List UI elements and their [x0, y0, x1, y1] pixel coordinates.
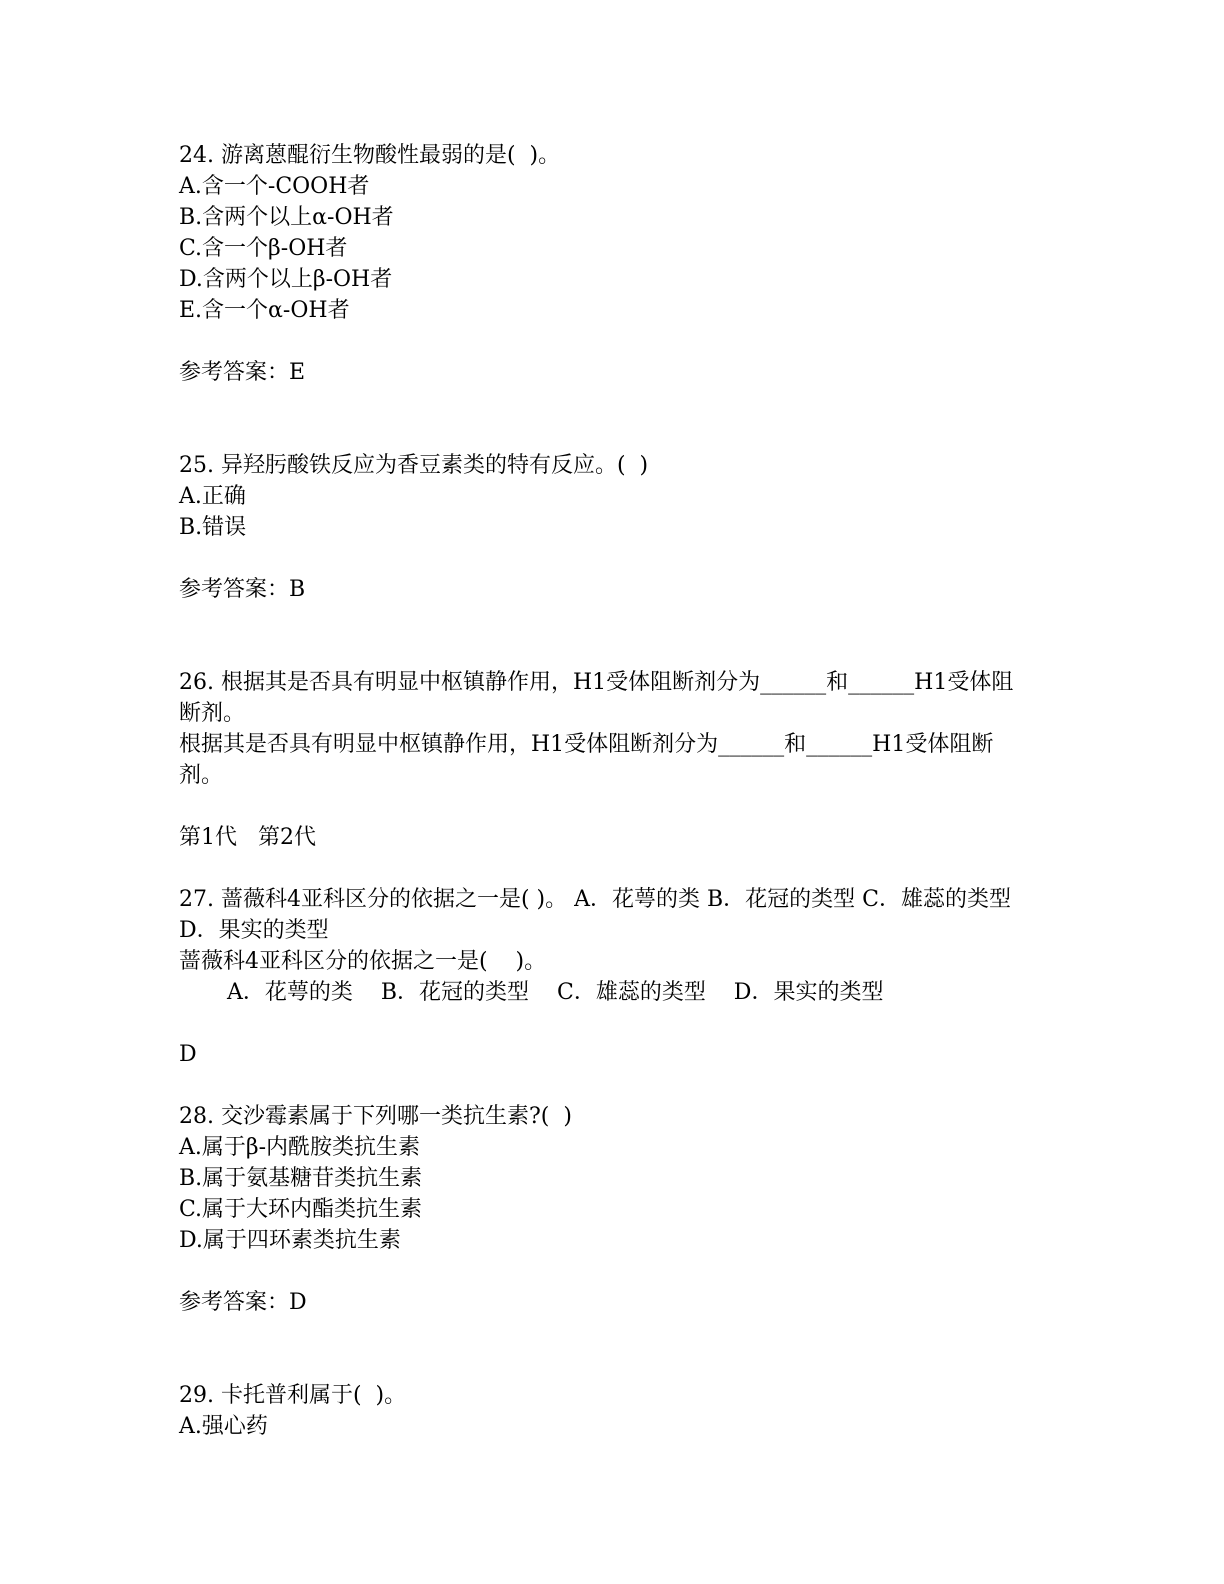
reference-answer: 参考答案：B — [179, 577, 306, 602]
option-d: D.含两个以上β-OH者 — [179, 267, 393, 292]
option-b: B.含两个以上α-OH者 — [179, 205, 394, 230]
reference-answer: 参考答案：D — [179, 1290, 307, 1315]
option-a: A.正确 — [179, 484, 246, 509]
option-b: B.属于氨基糖苷类抗生素 — [179, 1166, 423, 1191]
question-repeat-options: A．花萼的类 B．花冠的类型 C．雄蕊的类型 D．果实的类型 — [227, 980, 884, 1005]
question-repeat: 根据其是否具有明显中枢镇静作用，H1受体阻断剂分为______和______H1受体阻断剂。 — [179, 732, 994, 788]
question-stem: 27. 蔷薇科4亚科区分的依据之一是( )。 A．花萼的类 B．花冠的类型 C．雄蕊的类型 D．果实的类型 — [179, 887, 1012, 943]
question-stem: 26. 根据其是否具有明显中枢镇静作用，H1受体阻断剂分为______和______H1受体阻断剂。 — [179, 670, 1014, 726]
option-a: A.含一个-COOH者 — [179, 174, 370, 199]
question-stem: 25. 异羟肟酸铁反应为香豆素类的特有反应。( ) — [179, 453, 649, 478]
option-a: A.强心药 — [179, 1414, 268, 1439]
option-a: A.属于β-内酰胺类抗生素 — [179, 1135, 421, 1160]
question-29 — [179, 1380, 1039, 1442]
question-24 — [179, 140, 1039, 388]
reference-answer: 参考答案：E — [179, 360, 306, 385]
question-stem: 28. 交沙霉素属于下列哪一类抗生素?( ) — [179, 1104, 572, 1129]
answer-text: D — [179, 1042, 197, 1067]
document-page — [179, 140, 1039, 1442]
question-25 — [179, 450, 1039, 605]
question-26 — [179, 667, 1039, 853]
question-repeat: 蔷薇科4亚科区分的依据之一是( )。 — [179, 949, 547, 974]
answer-text: 第1代 第2代 — [179, 825, 316, 850]
option-c: C.属于大环内酯类抗生素 — [179, 1197, 423, 1222]
question-stem: 29. 卡托普利属于( )。 — [179, 1383, 407, 1408]
option-b: B.错误 — [179, 515, 247, 540]
option-c: C.含一个β-OH者 — [179, 236, 348, 261]
question-28 — [179, 1101, 1039, 1318]
option-d: D.属于四环素类抗生素 — [179, 1228, 401, 1253]
question-stem: 24. 游离蒽醌衍生物酸性最弱的是( )。 — [179, 143, 561, 168]
question-27 — [179, 884, 1039, 1070]
option-e: E.含一个α-OH者 — [179, 298, 350, 323]
